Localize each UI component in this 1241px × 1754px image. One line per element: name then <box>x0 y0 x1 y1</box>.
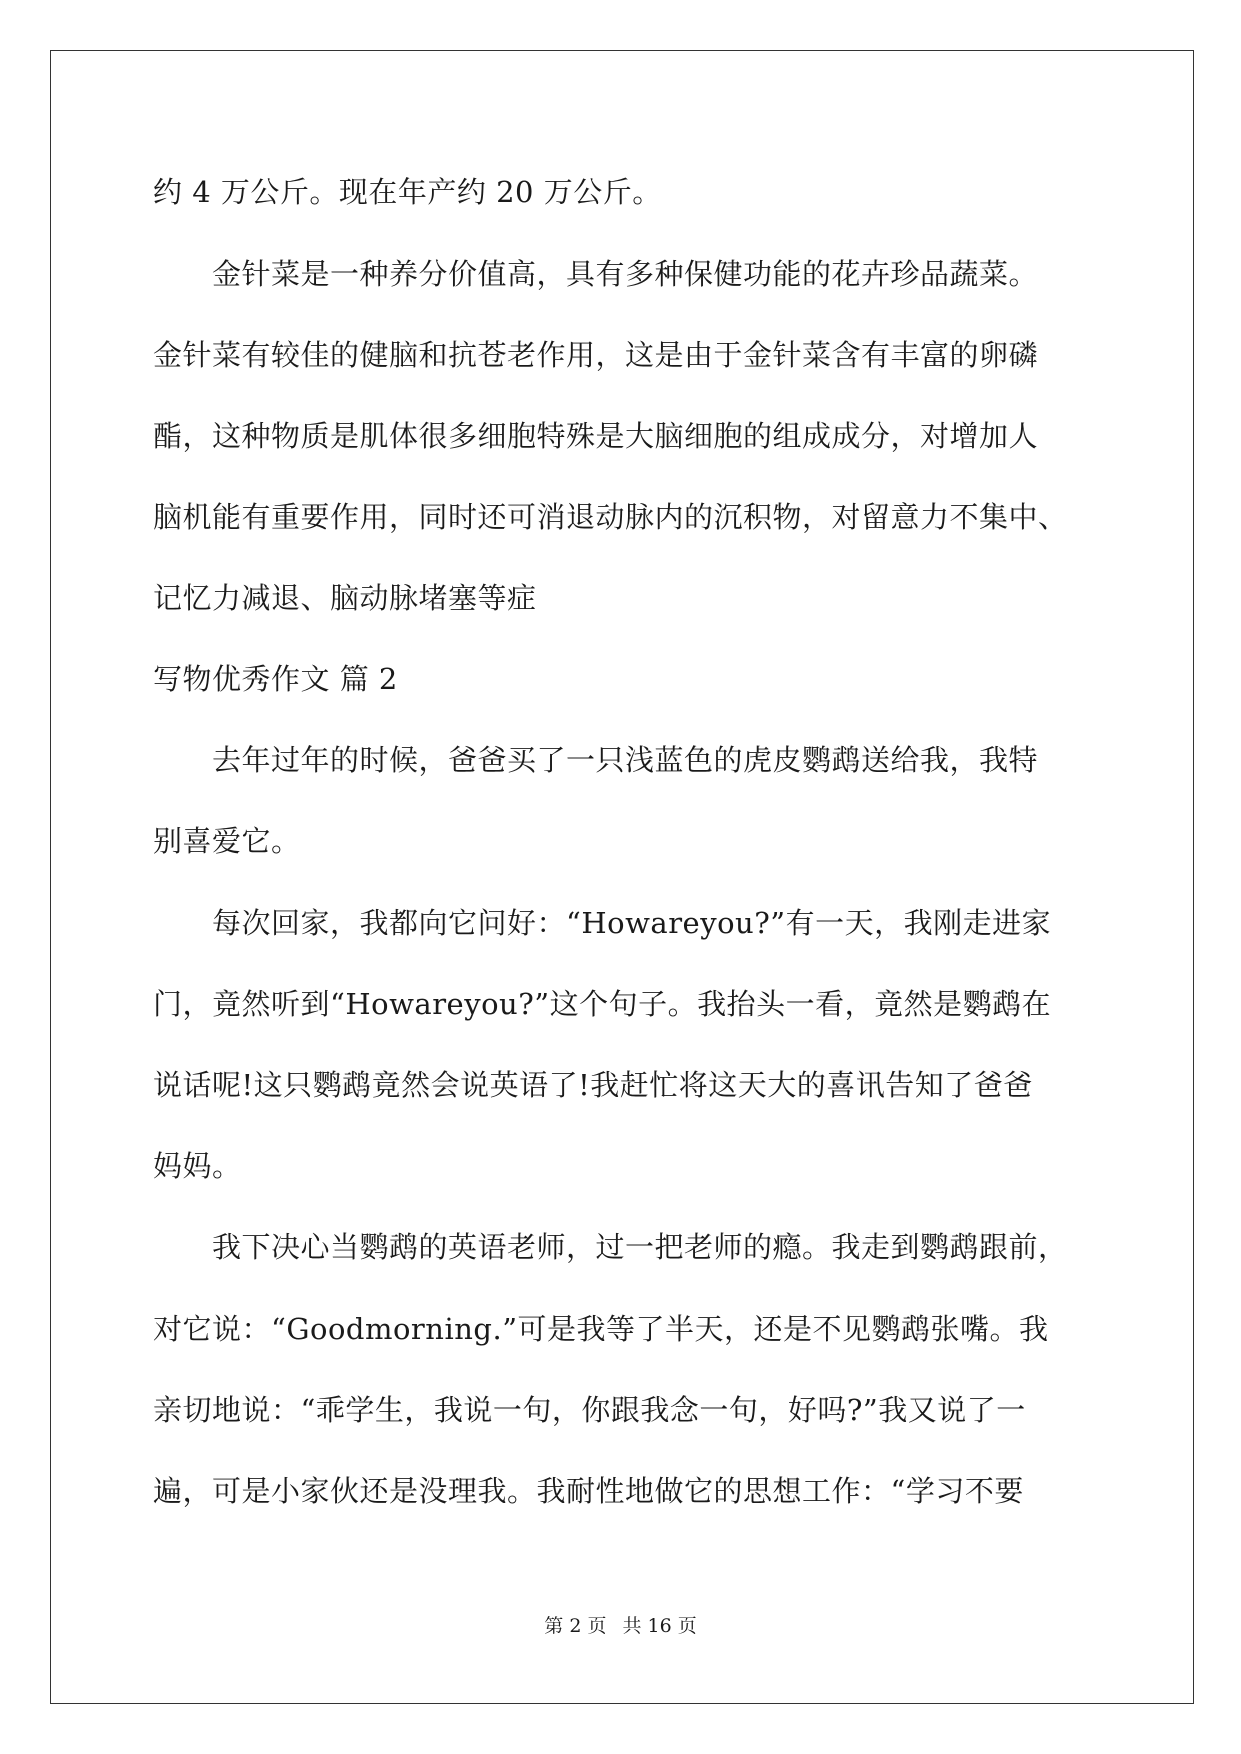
text-line: 说话呢!这只鹦鹉竟然会说英语了!我赶忙将这天大的喜讯告知了爸爸 <box>153 1068 1033 1102</box>
text-line: 酯，这种物质是肌体很多细胞特殊是大脑细胞的组成成分，对增加人 <box>153 419 1039 453</box>
text-line: 遍，可是小家伙还是没理我。我耐性地做它的思想工作：“学习不要 <box>153 1474 1024 1508</box>
text-line: 对它说：“Goodmorning.”可是我等了半天，还是不见鹦鹉张嘴。我 <box>153 1312 1049 1346</box>
page-total: 共 16 页 <box>622 1615 697 1637</box>
page-footer <box>0 1614 1241 1638</box>
text-line: 去年过年的时候，爸爸买了一只浅蓝色的虎皮鹦鹉送给我，我特 <box>153 743 1039 777</box>
text-line: 脑机能有重要作用，同时还可消退动脉内的沉积物，对留意力不集中、 <box>153 500 1068 534</box>
text-line: 金针菜有较佳的健脑和抗苍老作用，这是由于金针菜含有丰富的卵磷 <box>153 338 1039 372</box>
text-line: 我下决心当鹦鹉的英语老师，过一把老师的瘾。我走到鹦鹉跟前， <box>153 1230 1068 1264</box>
text-line: 金针菜是一种养分价值高，具有多种保健功能的花卉珍品蔬菜。 <box>153 257 1039 291</box>
text-line: 妈妈。 <box>153 1149 242 1183</box>
section-heading: 写物优秀作文 篇 2 <box>153 662 398 696</box>
text-line: 别喜爱它。 <box>153 824 301 858</box>
text-line: 每次回家，我都向它问好：“Howareyou?”有一天，我刚走进家 <box>153 906 1052 940</box>
text-line: 亲切地说：“乖学生，我说一句，你跟我念一句，好吗?”我又说了一 <box>153 1393 1026 1427</box>
page-border <box>50 50 1194 1704</box>
text-line: 约 4 万公斤。现在年产约 20 万公斤。 <box>153 175 662 209</box>
text-line: 记忆力减退、脑动脉堵塞等症 <box>153 581 537 615</box>
page-number: 第 2 页 <box>544 1615 607 1637</box>
text-line: 门，竟然听到“Howareyou?”这个句子。我抬头一看，竟然是鹦鹉在 <box>153 987 1052 1021</box>
